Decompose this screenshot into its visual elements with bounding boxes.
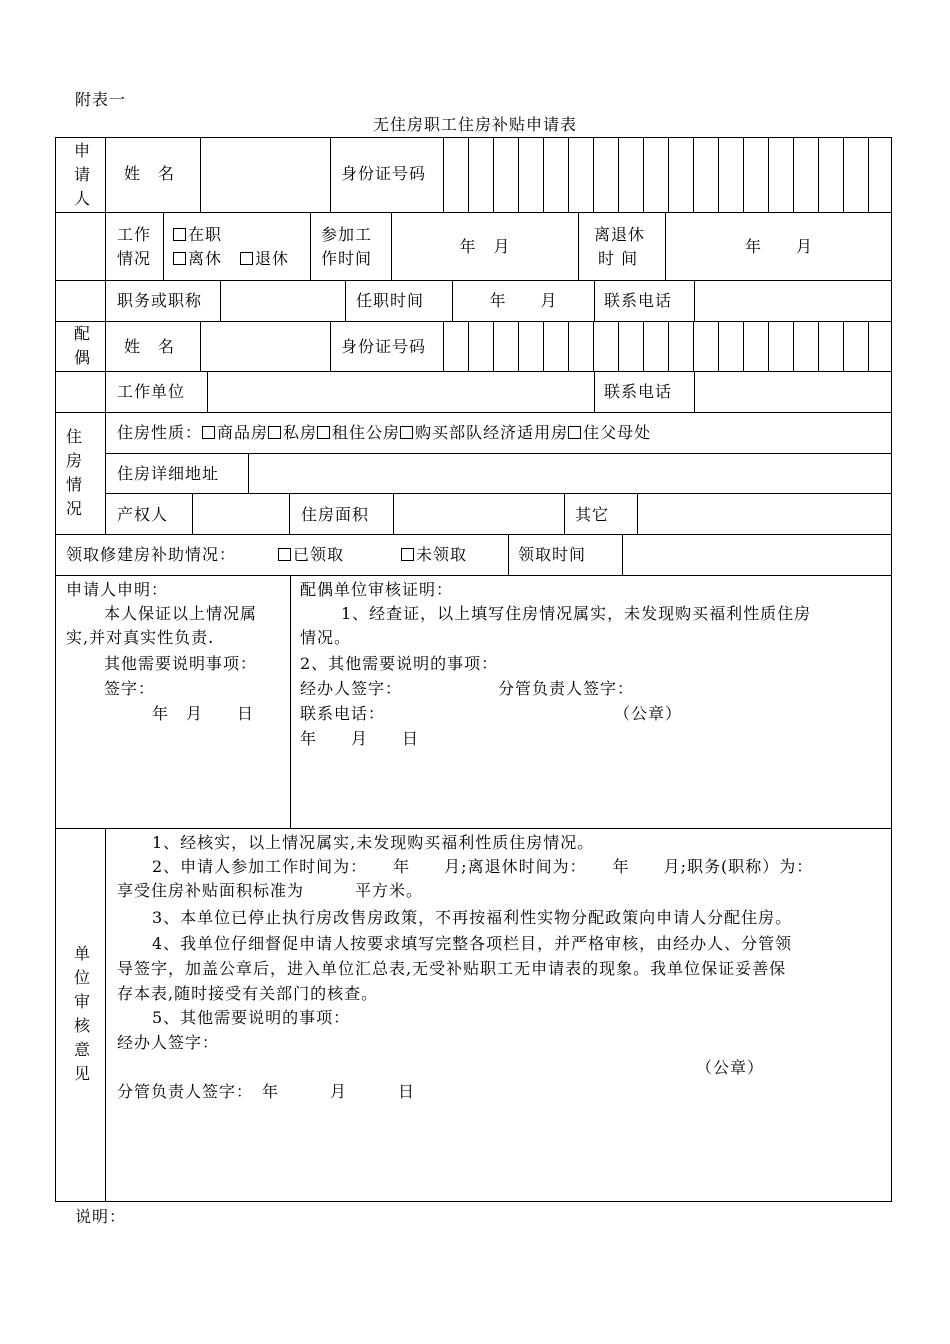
checkbox-private-housing[interactable] — [268, 426, 281, 439]
retire-date[interactable]: 年 月 — [744, 237, 813, 256]
spouse-phone-field[interactable] — [695, 372, 891, 411]
spouse-phone-label: 联系电话 — [604, 382, 673, 401]
form-title: 无住房职工住房补贴申请表 — [372, 115, 577, 134]
option-retired-tuixiu[interactable]: 退休 — [240, 247, 289, 271]
applicant-phone-field[interactable] — [695, 281, 891, 320]
option-retired-lixiu[interactable]: 离休 — [173, 247, 222, 271]
review-line: 存本表,随时接受有关部门的核查。 — [117, 984, 379, 1003]
review-line: 享受住房补贴面积标准为 平方米。 — [117, 881, 424, 900]
retire-label-line1: 离退休 — [594, 225, 646, 244]
option-not-received[interactable]: 未领取 — [401, 543, 467, 567]
applicant-name-label: 姓 名 — [124, 164, 176, 183]
statement-line: 其他需要说明事项： — [104, 654, 258, 673]
spouse-cert-line: 1、经查证，以上填写住房情况属实，未发现购买福利性质住房 — [341, 604, 812, 623]
applicant-name-field[interactable] — [201, 138, 329, 211]
statement-line: 本人保证以上情况属 — [104, 604, 258, 623]
spouse-cert-date: 年 月 日 — [300, 729, 420, 748]
spouse-section-label: 配偶 — [73, 324, 90, 367]
owner-label: 产权人 — [117, 505, 169, 524]
statement-line: 实,并对真实性负责. — [66, 628, 215, 647]
manager-signature-label: 分管负责人签字： — [498, 679, 635, 698]
footer-note: 说明： — [75, 1207, 127, 1226]
spouse-id-label: 身份证号码 — [341, 337, 427, 356]
receive-time-field[interactable] — [623, 535, 891, 574]
work-status-label-line2: 情况 — [117, 249, 152, 268]
statement-date: 年 月 日 — [152, 704, 255, 723]
checkbox-military-affordable-housing[interactable] — [400, 426, 413, 439]
work-start-label-line2: 作时间 — [321, 249, 373, 268]
spouse-cert-seal: （公章） — [614, 704, 683, 723]
statement-signature-label: 签字： — [104, 679, 156, 698]
review-section-label: 单位审核意见 — [73, 944, 90, 1083]
checkbox-not-received[interactable] — [401, 548, 414, 561]
handler-signature-label: 经办人签字： — [300, 679, 403, 698]
subsidy-label: 领取修建房补助情况： — [66, 545, 237, 564]
owner-field[interactable] — [193, 494, 288, 533]
housing-section-label: 住房情况 — [65, 427, 82, 518]
housing-nature-label: 住房性质： — [117, 423, 203, 442]
other-label: 其它 — [575, 505, 610, 524]
spouse-id-digit-boxes[interactable] — [444, 322, 891, 370]
checkbox-parents-home[interactable] — [568, 426, 581, 439]
retire-label-line2: 时 间 — [598, 249, 639, 268]
checkbox-received[interactable] — [278, 548, 291, 561]
spouse-cert-line: 情况。 — [300, 628, 352, 647]
tenure-label: 任职时间 — [356, 291, 425, 310]
applicant-id-digit-boxes[interactable] — [444, 138, 891, 211]
tenure-date[interactable]: 年 月 — [489, 291, 558, 310]
review-line: 2、申请人参加工作时间为： 年 月;离退休时间为： 年 月;职务(职称）为： — [152, 857, 814, 876]
checkbox-employed[interactable] — [173, 228, 186, 241]
option-employed[interactable]: 在职 — [173, 223, 222, 247]
spouse-cert-line: 2、其他需要说明的事项： — [300, 654, 499, 673]
applicant-id-label: 身份证号码 — [341, 164, 427, 183]
review-line: 1、经核实，以上情况属实,未发现购买福利性质住房情况。 — [152, 833, 595, 852]
other-field[interactable] — [638, 494, 891, 533]
housing-area-label: 住房面积 — [301, 505, 370, 524]
position-label: 职务或职称 — [117, 291, 203, 310]
housing-address-label: 住房详细地址 — [117, 464, 220, 483]
review-line: 导签字，加盖公章后，进入单位汇总表,无受补贴职工无申请表的现象。我单位保证妥善保 — [117, 959, 787, 978]
position-field[interactable] — [221, 281, 344, 320]
receive-time-label: 领取时间 — [518, 545, 587, 564]
spouse-employer-field[interactable] — [208, 372, 593, 411]
checkbox-rented-public-housing[interactable] — [317, 426, 330, 439]
spouse-cert-title: 配偶单位审核证明： — [300, 580, 454, 599]
work-start-label-line1: 参加工 — [321, 225, 373, 244]
work-status-label-line1: 工作 — [117, 225, 152, 244]
review-line: 3、本单位已停止执行房改售房政策，不再按福利性实物分配政策向申请人分配住房。 — [152, 908, 793, 927]
review-manager-signature-date: 分管负责人签字： 年 月 日 — [117, 1082, 416, 1101]
spouse-cert-phone-label: 联系电话： — [300, 704, 386, 723]
housing-nature-row: 住房性质： 商品房 私房 租住公房 购买部队经济适用房 住父母处 — [117, 423, 652, 442]
applicant-phone-label: 联系电话 — [604, 291, 673, 310]
housing-area-field[interactable] — [394, 494, 563, 533]
review-handler-signature-label: 经办人签字： — [117, 1033, 220, 1052]
checkbox-retired-lixiu[interactable] — [173, 252, 186, 265]
option-received[interactable]: 已领取 — [278, 543, 344, 567]
spouse-employer-label: 工作单位 — [117, 382, 186, 401]
review-seal: （公章） — [696, 1058, 765, 1077]
applicant-section-label: 申请人 — [73, 141, 90, 208]
review-line: 4、我单位仔细督促申请人按要求填写完整各项栏目，并严格审核，由经办人、分管领 — [152, 934, 793, 953]
checkbox-commercial-housing[interactable] — [202, 426, 215, 439]
attachment-label: 附表一 — [75, 90, 127, 109]
housing-address-field[interactable] — [249, 454, 891, 492]
work-start-date[interactable]: 年 月 — [459, 237, 511, 256]
review-line: 5、其他需要说明的事项： — [152, 1008, 351, 1027]
spouse-name-field[interactable] — [201, 322, 329, 370]
checkbox-retired-tuixiu[interactable] — [240, 252, 253, 265]
statement-title: 申请人申明： — [66, 580, 169, 599]
spouse-name-label: 姓 名 — [124, 337, 176, 356]
